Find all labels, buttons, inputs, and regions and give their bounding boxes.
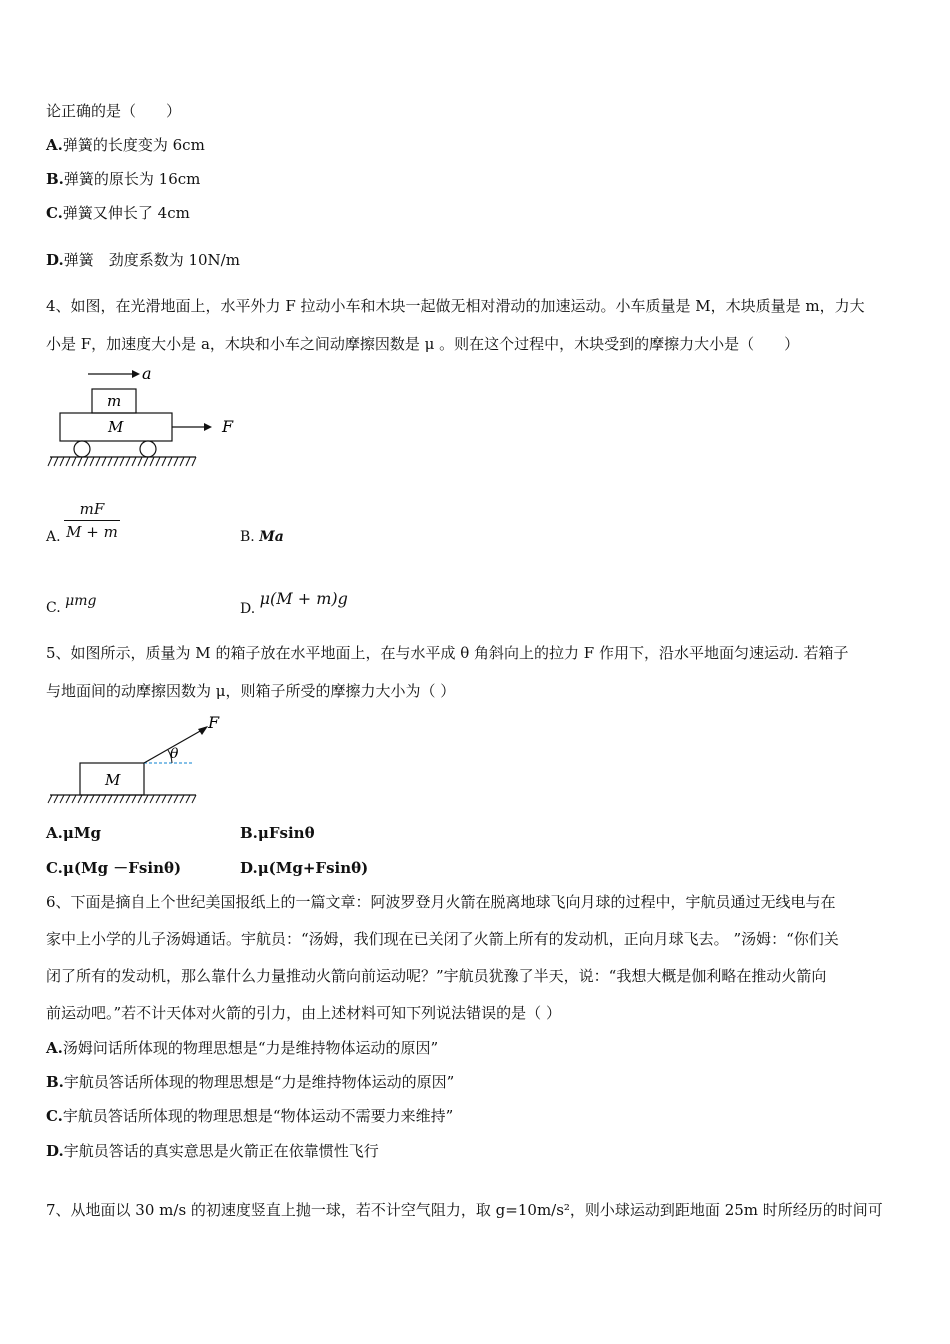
q6-stem-line3: 闭了所有的发动机，那么靠什么力量推动火箭向前运动呢？”宇航员犹豫了半天，说：“我想大概是伽利略在推动火箭向 xyxy=(46,967,827,985)
q4-option-a-numerator: mF xyxy=(64,500,120,521)
q6-option-d: D.宇航员答话的真实意思是火箭正在依靠惯性飞行 xyxy=(46,1142,379,1160)
q3-option-a: A.弹簧的长度变为 6cm xyxy=(46,136,205,154)
q6-option-b: B.宇航员答话所体现的物理思想是“力是维持物体运动的原因” xyxy=(46,1073,455,1091)
q4-block-m-label: m xyxy=(107,392,122,410)
q4-option-c: C. μmg xyxy=(46,593,97,616)
q4-option-b: B. Ma xyxy=(240,529,284,545)
q7-stem-line1: 7、从地面以 30 m/s 的初速度竖直上抛一球，若不计空气阻力，取 g=10m/s²，则小球运动到距地面 25m 时所经历的时间可 xyxy=(46,1201,883,1219)
q6-stem-line1: 6、下面是摘自上个世纪美国报纸上的一篇文章：阿波罗登月火箭在脱离地球飞向月球的过程中，宇航员通过无线电与在 xyxy=(46,893,836,911)
q6-stem-line4: 前运动吧。”若不计天体对火箭的引力，由上述材料可知下列说法错误的是（ ） xyxy=(46,1004,561,1022)
q5-option-a: A.μMg xyxy=(46,824,101,842)
q5-box-M-label: M xyxy=(105,771,121,789)
q5-angle-label: θ xyxy=(170,746,179,762)
q4-accel-label: a xyxy=(142,364,152,383)
q4-option-a-label: A. xyxy=(46,529,61,545)
q5-option-d: D.μ(Mg+Fsinθ) xyxy=(240,859,369,877)
q5-force-label: F xyxy=(208,713,220,732)
q6-stem-line2: 家中上小学的儿子汤姆通话。宇航员：“汤姆，我们现在已关闭了火箭上所有的发动机，正向月球飞去。 ”汤姆：“你们关 xyxy=(46,930,839,948)
q6-option-a: A.汤姆问话所体现的物理思想是“力是维持物体运动的原因” xyxy=(46,1039,439,1057)
q4-option-a-fraction xyxy=(64,500,120,541)
q4-option-a-denominator: M + m xyxy=(66,523,118,541)
q6-option-c: C.宇航员答话所体现的物理思想是“物体运动不需要力来维持” xyxy=(46,1107,454,1125)
q5-stem-line2: 与地面间的动摩擦因数为 μ，则箱子所受的摩擦力大小为（ ） xyxy=(46,682,456,700)
q4-cart-M-label: M xyxy=(108,418,124,436)
q5-stem-line1: 5、如图所示，质量为 M 的箱子放在水平地面上，在与水平成 θ 角斜向上的拉力 F 作用下，沿水平地面匀速运动. 若箱子 xyxy=(46,644,849,662)
q4-force-label: F xyxy=(222,417,234,436)
q3-option-d: D.弹簧 劲度系数为 10N/m xyxy=(46,251,240,269)
q4-cart-figure xyxy=(46,362,246,472)
q5-option-b: B.μFsinθ xyxy=(240,824,315,842)
q4-stem-line2: 小是 F，加速度大小是 a，木块和小车之间动摩擦因数是 μ 。则在这个过程中，木块受到的摩擦力大小是（ ） xyxy=(46,335,800,353)
q3-option-b: B.弹簧的原长为 16cm xyxy=(46,170,201,188)
q3-stem-tail: 论正确的是（ ） xyxy=(46,102,182,120)
q5-option-c: C.μ(Mg －Fsinθ) xyxy=(46,859,182,877)
q4-option-d: D. μ(M + m)g xyxy=(240,589,348,617)
q4-stem-line1: 4、如图，在光滑地面上，水平外力 F 拉动小车和木块一起做无相对滑动的加速运动。小车质量是 M，木块质量是 m，力大 xyxy=(46,297,865,315)
q3-option-c: C.弹簧又伸长了 4cm xyxy=(46,204,190,222)
q5-box-figure xyxy=(46,710,246,805)
